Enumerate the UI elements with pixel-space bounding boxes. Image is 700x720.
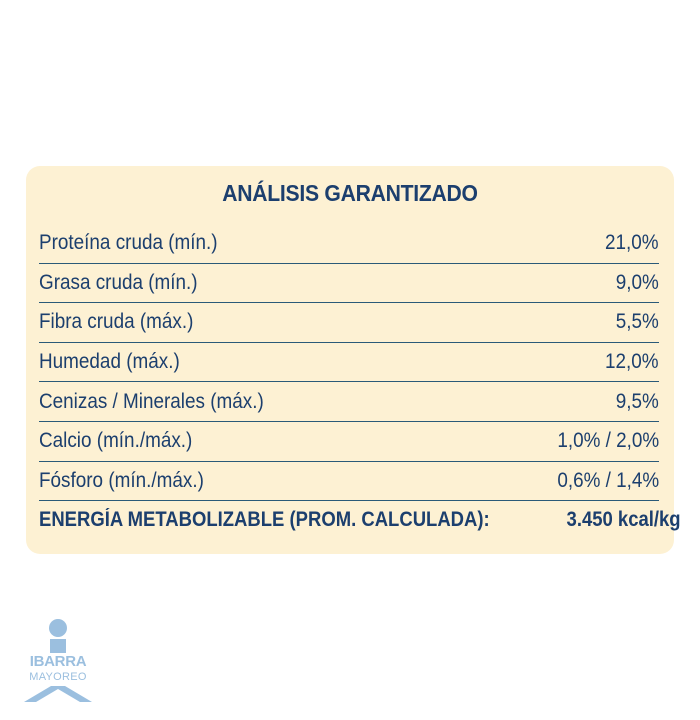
row-label: Calcio (mín./máx.) [39, 429, 193, 453]
energy-value: 3.450 kcal/kg [566, 508, 681, 531]
row-value: 9,0% [615, 270, 659, 294]
row-label: Fósforo (mín./máx.) [39, 468, 204, 492]
table-row [39, 462, 659, 502]
row-label: Proteína cruda (mín.) [39, 231, 218, 255]
row-label: Fibra cruda (máx.) [39, 310, 194, 334]
energy-label: ENERGÍA METABOLIZABLE (PROM. CALCULADA): [39, 508, 490, 531]
table-row [39, 224, 659, 264]
table-row [39, 343, 659, 383]
table-row [39, 303, 659, 343]
table-row [39, 264, 659, 304]
row-value: 9,5% [615, 389, 659, 413]
table-row [39, 422, 659, 462]
row-value: 21,0% [605, 231, 659, 255]
row-label: Humedad (máx.) [39, 350, 180, 374]
row-value: 1,0% / 2,0% [557, 429, 659, 453]
row-value: 5,5% [615, 310, 659, 334]
logo-subtitle: MAYOREO [29, 671, 87, 683]
logo-brand: IBARRA [29, 653, 87, 670]
row-value: 12,0% [605, 350, 659, 374]
row-label: Cenizas / Minerales (máx.) [39, 389, 264, 413]
row-label: Grasa cruda (mín.) [39, 270, 198, 294]
table-row [39, 382, 659, 422]
analysis-table [39, 224, 659, 501]
table-title: ANÁLISIS GARANTIZADO [222, 180, 478, 206]
energy-row [39, 500, 681, 540]
row-value: 0,6% / 1,4% [557, 468, 659, 492]
